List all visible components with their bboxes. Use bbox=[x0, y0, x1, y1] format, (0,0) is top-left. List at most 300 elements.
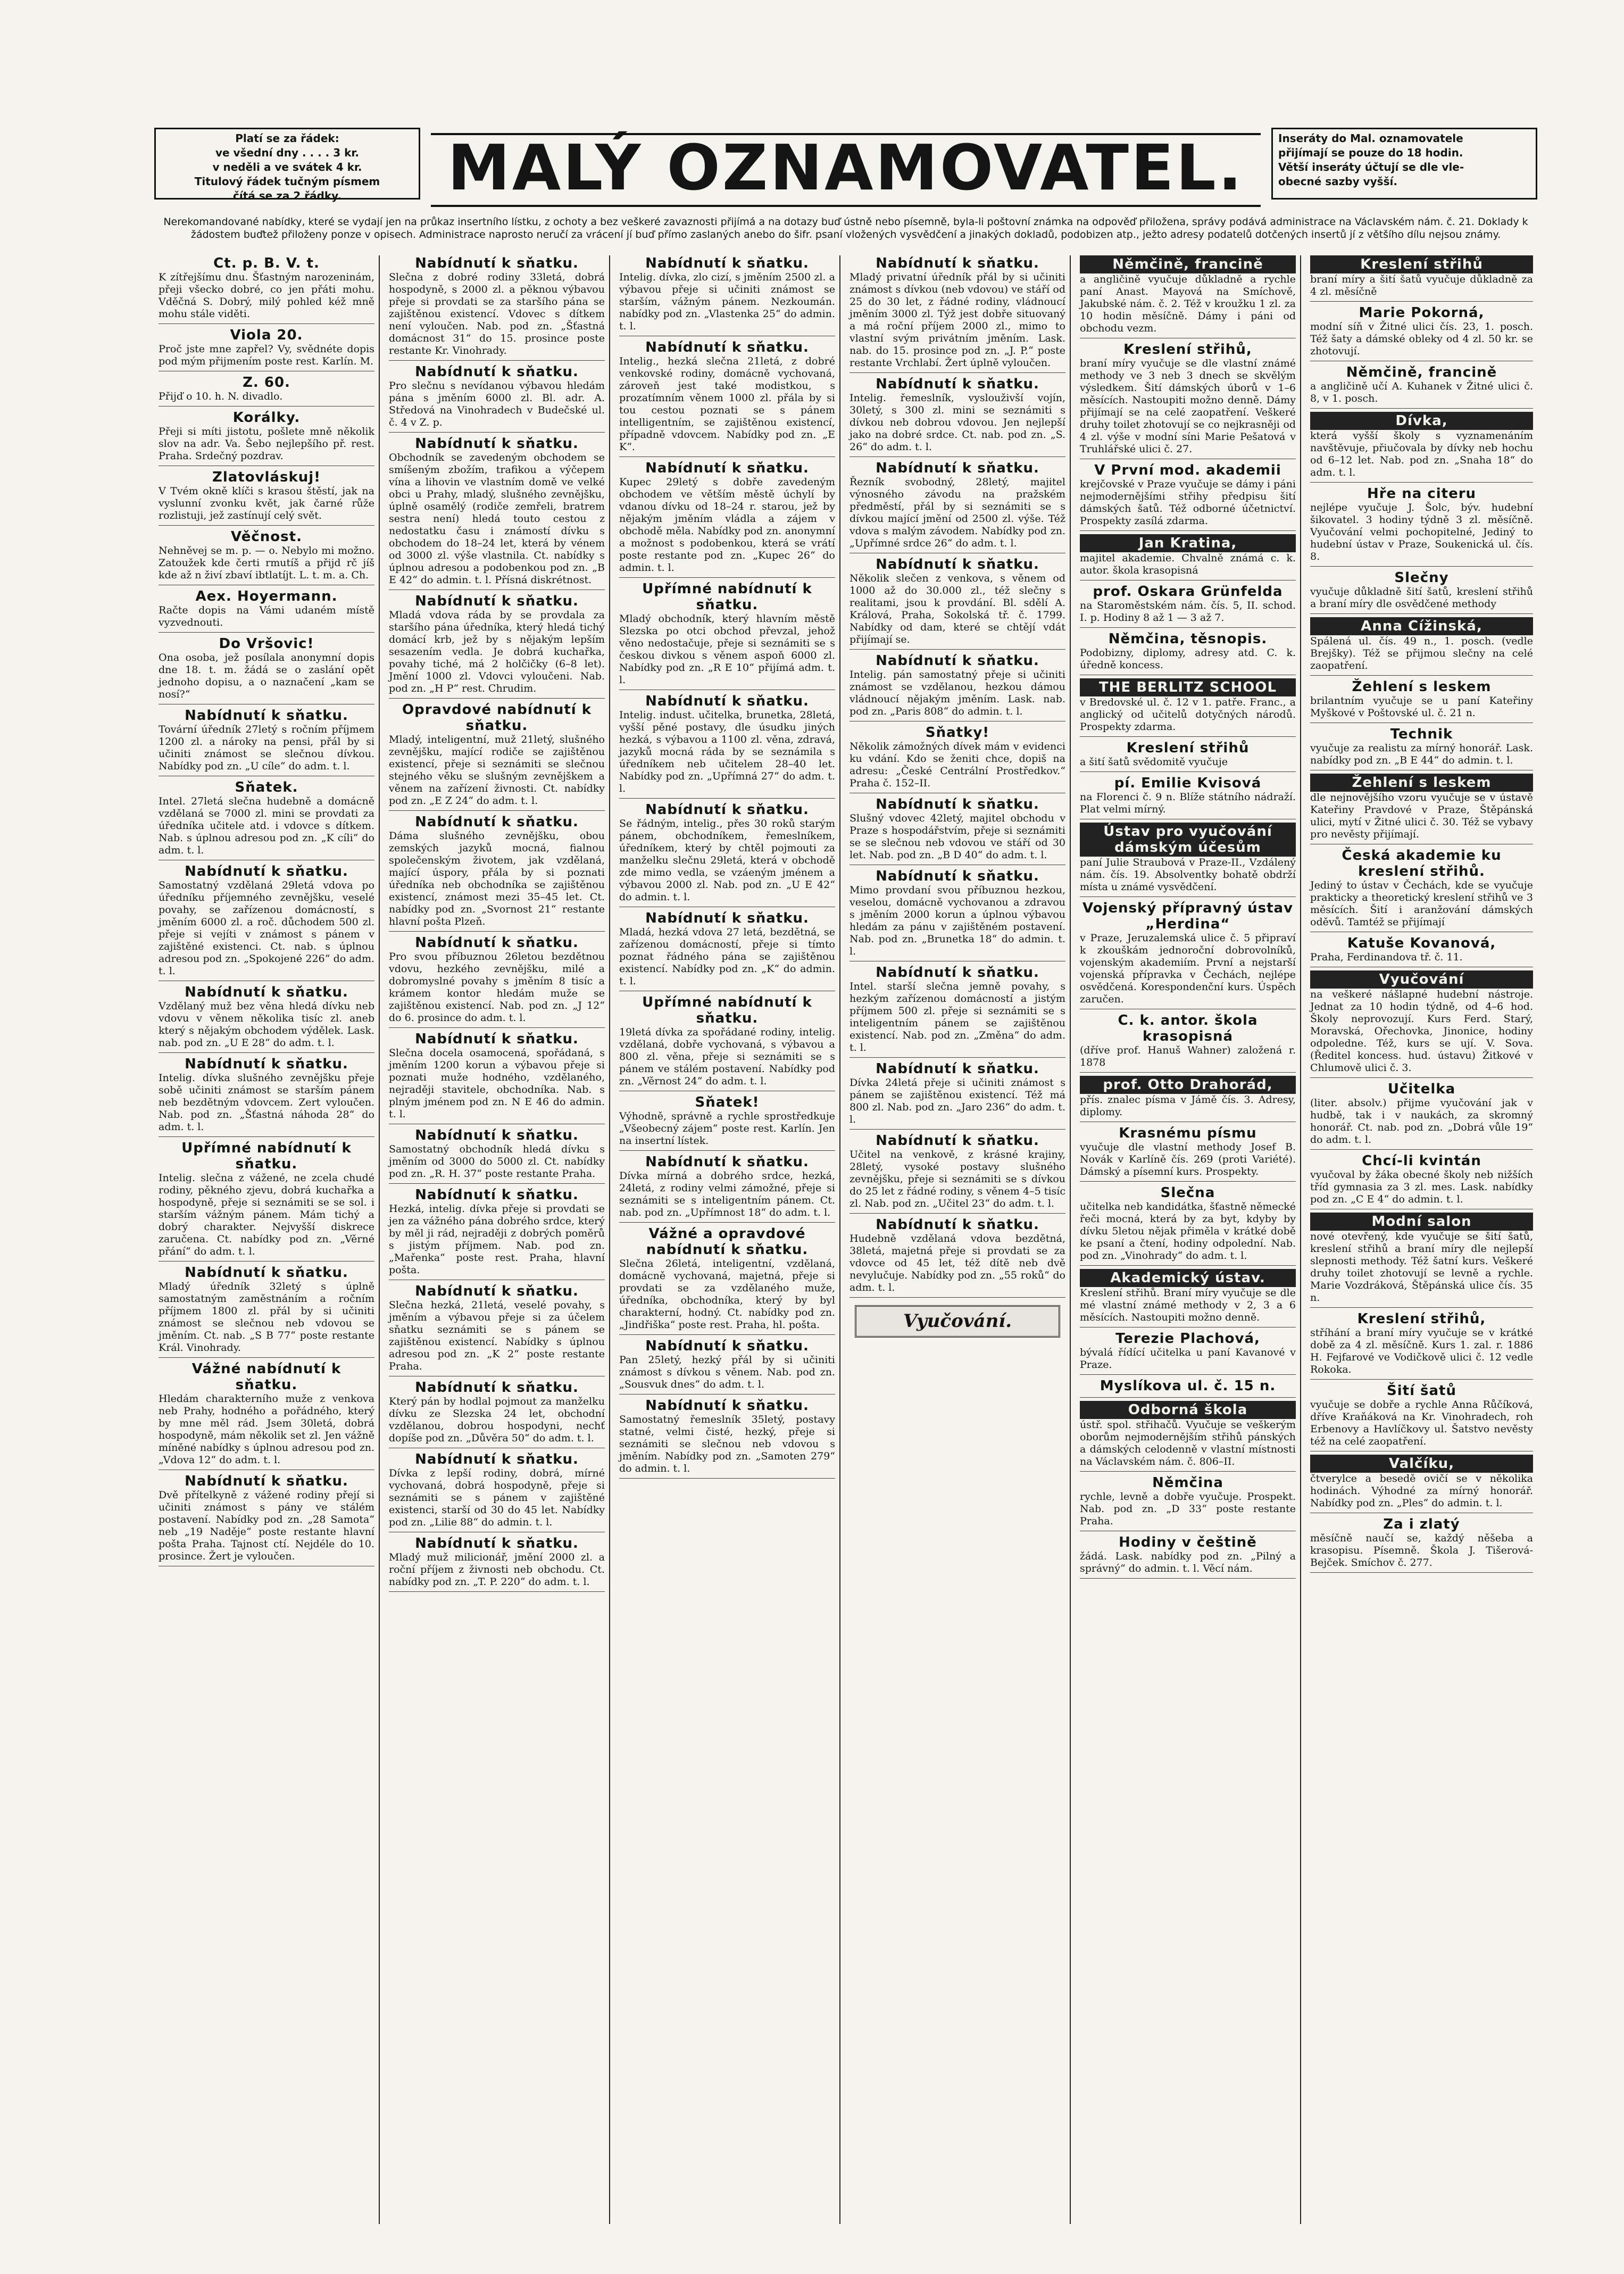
classified-ad bbox=[1080, 1378, 1296, 1398]
ad-text: Slečna docela osamocená, spořádaná, s jměním 1200 korun a výbavou přeje si poznati muže hodného, vzdělaného, nejraději stavitele, obchodníka. Nab. s plným jménem pod zn. N E 46 do admin. t. l. bbox=[389, 1047, 605, 1120]
ad-text: Několik slečen z venkova, s věnem od 1000 až do 30.000 zl., též slečny s realitami, jsou k provdání. Bl. sdělí A. Králová, Praha, Sokolská tř. č. 1799. Nabídky od dam, které se chtějí vdát přijímají se. bbox=[850, 572, 1065, 645]
ad-text: Samostatný řemeslník 35letý, postavy statné, velmi čisté, hezký, přeje si seznámiti se slečnou neb vdovou s jměním. Nabídky pod zn. „Samoten 279“ do admin. t. l. bbox=[619, 1414, 835, 1474]
ad-text: Intelig. dívka slušného zevnějšku přeje sobě učiniti známost se starším pánem neb bezdětným vdovcem. Zert vyloučen. Nab. pod zn. „Šťastná náhoda 28“ do adm. t. l. bbox=[159, 1072, 374, 1133]
classified-ad bbox=[850, 796, 1065, 865]
classified-ad bbox=[1080, 1012, 1296, 1073]
classified-ad bbox=[1080, 1185, 1296, 1266]
ad-text: Slečna z dobré rodiny 33letá, dobrá hospodyně, s 2000 zl. a pěknou výbavou přeje si provdati se za staršího pána se zajištěnou existencí. Vdovec s dítkem není vyloučen. Nab. pod zn. „Šťastná domácnost 31“ do 15. prosince poste restante Kr. Vinohrady. bbox=[389, 271, 605, 356]
ad-heading: Nabídnutí k sňatku. bbox=[415, 593, 579, 609]
ad-text: vyučuje důkladně šití šatů, kreslení střihů a braní míry dle osvědčené methody bbox=[1310, 586, 1533, 610]
ad-heading: Nabídnutí k sňatku. bbox=[415, 1536, 579, 1551]
ad-heading: Viola 20. bbox=[230, 327, 303, 343]
ad-text: v Bredovské ul. č. 12 v 1. patře. Franc., a anglický od učitelů dotyčných národů. Prospekty zdarma. bbox=[1080, 696, 1296, 733]
ad-heading: Marie Pokorná, bbox=[1359, 305, 1485, 321]
ad-heading: Nabídnutí k sňatku. bbox=[645, 1154, 809, 1170]
classified-ad bbox=[1310, 255, 1533, 302]
deadline-line: přijímají se pouze do 18 hodin. bbox=[1278, 146, 1463, 159]
ad-heading: Nabídnutí k sňatku. bbox=[876, 1133, 1039, 1149]
classified-ad bbox=[850, 460, 1065, 553]
classified-ad bbox=[159, 984, 374, 1053]
classified-ad bbox=[389, 593, 605, 699]
classified-ad bbox=[389, 1451, 605, 1532]
ad-text: nejlépe vyučuje J. Šolc, býv. hudební šikovatel. 3 hodiny týdně 3 zl. měsíčně. Vyučování velmi pochopitelné, Jediný to hudební ústav v Praze, Soukenická ul. čís. 8. bbox=[1310, 502, 1533, 562]
classified-ad bbox=[159, 1473, 374, 1566]
ad-heading: Jan Kratina, bbox=[1080, 534, 1296, 552]
ad-text: Tovární úředník 27letý s ročním příjmem 1200 zl. a nároky na pensi, přál by si učiniti známost se slečnou dívkou. Nabídky pod zn. „U cíle“ do adm. t. l. bbox=[159, 724, 374, 772]
ad-heading: Nabídnutí k sňatku. bbox=[415, 1283, 579, 1299]
classified-ad bbox=[159, 1056, 374, 1137]
column-6 bbox=[1306, 255, 1537, 2224]
classified-ad bbox=[1310, 848, 1533, 932]
classified-ad bbox=[850, 1217, 1065, 1298]
classified-ad bbox=[159, 469, 374, 526]
ad-text: nové otevřený, kde vyučuje se šití šatů, kreslení střihů a braní míry dle nejlepší slepnosti methody. Též šatní kurs. Veškeré druhy toilet zhotovují se levně a rychle. Marie Vozdráková, Štěpánská ulice čís. 35 n. bbox=[1310, 1231, 1533, 1304]
ad-heading: Ct. p. B. V. t. bbox=[213, 255, 320, 271]
ad-text: dle nejnovějšího vzoru vyučuje se v ústavě Kateřiny Pravdové v Praze, Štěpánská ulici, mytí v Žitné ulici č. 30. Též se vybavy pro nevěsty přijímají. bbox=[1310, 792, 1533, 840]
ad-text: Pan 25letý, hezký přál by si učiniti známost s dívkou s věnem. Nab. pod zn. „Sousvuk dnes“ do adm. t. l. bbox=[619, 1354, 835, 1390]
ad-text: Který pán by hodlal pojmout za manželku dívku ze Slezska 24 let, obchodní vzdělanou, dobrou hospodyni, nechť dopíše pod zn. „Důvěra 50“ do adm. t. l. bbox=[389, 1396, 605, 1444]
ad-heading: Nabídnutí k sňatku. bbox=[876, 1061, 1039, 1077]
classified-ad bbox=[1080, 534, 1296, 580]
ad-heading: THE BERLITZ SCHOOL bbox=[1080, 678, 1296, 696]
ad-text: v Praze, Jeruzalemská ulice č. 5 připraví k zkouškám jednoroční dobrovolníků, vojenským akademiím. První a nejstarší vojenská přípravka v Čechách, nejlépe osvědčená. Korespondenční kurs. Úspěch zaručen. bbox=[1080, 932, 1296, 1005]
ad-heading: Nabídnutí k sňatku. bbox=[415, 364, 579, 380]
price-line: v neděli a ve svátek 4 kr. bbox=[212, 161, 362, 173]
classified-ad bbox=[159, 636, 374, 704]
ad-text: Dvě přítelkyně z vážené rodiny přejí si učiniti známost s pány ve stálém postavení. Nabídky pod zn. „28 Samota“ neb „19 Naděje“ poste restante hlavní pošta Praha. Tajnost ctí. Nejdéle do 10. prosince. Žert je vyloučen. bbox=[159, 1489, 374, 1562]
classified-ad bbox=[1080, 678, 1296, 737]
classified-ad bbox=[1080, 1125, 1296, 1182]
ad-text: Intel. 27letá slečna hudebně a domácně vzdělaná se 7000 zl. mini se provdati za úředníka učitele atd. i vdovce s dítkem. Nab. s úplnou adresou pod zn. „K cíli“ do adm. t. l. bbox=[159, 795, 374, 856]
ad-text: Samostatný vzdělaná 29letá vdova po úředníku příjemného zevnějšku, veselé povahy, se zařízenou domácností, s jměním 6000 zl. a roč. důchodem 500 zl. přeje si vejíti v známost s pánem v zajištěné existenci. Ct. nab. s úplnou adresou pod zn. „Spokojené 226“ do adm. t. l. bbox=[159, 879, 374, 977]
classified-ad bbox=[1310, 1081, 1533, 1150]
ad-heading: Kreslení střihů bbox=[1126, 740, 1250, 756]
ad-text: majitel akademie. Chvalně známá c. k. autor. škola krasopisná bbox=[1080, 552, 1296, 576]
ad-heading: Nabídnutí k sňatku. bbox=[876, 653, 1039, 669]
classified-ad bbox=[619, 1398, 835, 1479]
classified-ad bbox=[389, 1031, 605, 1124]
masthead bbox=[144, 112, 1548, 240]
ad-text: Intelig. dívka, zlo cizí, s jměním 2500 zl. a výbavou přeje si učiniti známost se starším, vážným pánem. Nezkoumán. nabídky pod zn. „Vlastenka 25“ do admin. t. l. bbox=[619, 271, 835, 332]
classified-ad bbox=[1310, 679, 1533, 723]
classified-ad bbox=[1080, 584, 1296, 628]
ad-text: rychle, levně a dobře vyučuje. Prospekt. Nab. pod zn. „D 33“ poste restante Praha. bbox=[1080, 1491, 1296, 1527]
ad-text: žádá. Lask. nabídky pod zn. „Pilný a správný“ do admin. t. l. Věcí nám. bbox=[1080, 1550, 1296, 1574]
classified-ad bbox=[619, 693, 835, 799]
ad-columns bbox=[154, 255, 1537, 2224]
ad-text: krejčovské v Praze vyučuje se dámy i páni nejmodernějšími střihy předpisu šití dámských šatů. Též odborné účetnictví. Prospekty zasílá zdarma. bbox=[1080, 478, 1296, 527]
ad-text: na Staroměstském nám. čís. 5, II. schod. I. p. Hodiny 8 až 1 — 3 až 7. bbox=[1080, 600, 1296, 624]
ad-heading: Technik bbox=[1390, 726, 1453, 742]
deadline-line: obecné sazby vyšší. bbox=[1278, 175, 1397, 188]
ad-text: na veškeré nášlapné hudební nástroje. Jednat za 10 hodin týdně, od 4–6 hod. Školy neprovozují. Kurs Ferd. Starý, Moravská, Ořechovka, Jinonice, hodiny odpoledne. Též, kurs se ují. V. Sova. (Ředitel koncess. hud. ústavu) Žitkové v Chlumově ulici č. 3. bbox=[1310, 989, 1533, 1074]
column-4-ads bbox=[850, 255, 1065, 1298]
classified-ad bbox=[159, 255, 374, 324]
column-5 bbox=[1076, 255, 1301, 2224]
ad-heading: Nabídnutí k sňatku. bbox=[415, 1187, 579, 1203]
ad-heading: Nabídnutí k sňatku. bbox=[185, 1056, 348, 1072]
ad-heading: Vážné a opravdové nabídnutí k sňatku. bbox=[646, 1226, 809, 1258]
ad-text: Hudebně vzdělaná vdova bezdětná, 38letá, majetná přeje si provdati se za vdovce od 45 let, též dítě neb dvě nevylučuje. Nabídky pod zn. „55 roků“ do adm. t. l. bbox=[850, 1233, 1065, 1293]
ad-text: Nehněvej se m. p. — o. Nebylo mi možno. Zatoužek kde čerti rmutíš a přijd rč jíš kde až n živí zbaví ibtlatíjt. L. t. m. a. Ch. bbox=[159, 545, 374, 581]
ad-text: Pro slečnu s nevídanou výbavou hledám pána s jměním 6000 zl. Bl. adr. A. Středová na Vinohradech v Budečské ul. č. 4 v Z. p. bbox=[389, 380, 605, 428]
classified-ad bbox=[159, 1361, 374, 1470]
ad-text: Pro svou příbuznou 26letou bezdětnou vdovu, hezkého zevnějšku, milé a dobromyslné povahy s jměním 8 tisíc a krámem kontor hledám muže se zajištěnou existencí. Nab. pod zn. „J 12“ do 6. prosince do adm. t. l. bbox=[389, 951, 605, 1024]
ad-text: učitelka neb kandidátka, šťastně německé řeči mocná, která by za byt, kdyby by dívku 5letou nějak přiměla v krátké době ke psaní a čtení, hodiny odpolední. Nab. pod zn. „Vinohrady“ do adm. t. l. bbox=[1080, 1201, 1296, 1262]
ad-heading: Katuše Kovanová, bbox=[1347, 935, 1496, 951]
classified-ad bbox=[389, 1283, 605, 1376]
ad-text: vyučoval by žáka obecné školy neb nižších tříd gymnasia za 3 zl. mes. Lask. nabídky pod zn. „C E 4“ do admin. t. l. bbox=[1310, 1169, 1533, 1205]
classified-ad bbox=[389, 1187, 605, 1280]
ad-heading: Nabídnutí k sňatku. bbox=[876, 796, 1039, 812]
ad-heading: Valčíku, bbox=[1310, 1455, 1533, 1473]
page bbox=[144, 112, 1548, 2224]
classified-ad bbox=[1310, 1383, 1533, 1451]
ad-heading: Nabídnutí k sňatku. bbox=[185, 984, 348, 1000]
ad-heading: Nabídnutí k sňatku. bbox=[415, 1451, 579, 1467]
ad-text: Učitel na venkově, z krásné krajiny, 28letý, vysoké postavy slušného zevnějšku, přeje si seznámiti se s dívkou do 25 let z řádné rodiny, s věnem 4–5 tisíc zl. Nab. pod zn. „Učitel 23“ do adm. t. l. bbox=[850, 1149, 1065, 1209]
ad-heading: Kreslení střihů, bbox=[1123, 342, 1252, 358]
ad-heading: Němčina bbox=[1152, 1475, 1223, 1491]
ad-text: vyučuje za realistu za mírný honorář. Lask. nabídky pod zn. „B E 44“ do admin. t. l. bbox=[1310, 742, 1533, 766]
classified-ad bbox=[1310, 570, 1533, 614]
ad-heading: Nabídnutí k sňatku. bbox=[415, 1380, 579, 1396]
ad-heading: Nabídnutí k sňatku. bbox=[415, 1031, 579, 1047]
ad-text: Přijď o 10. h. N. divadlo. bbox=[159, 391, 283, 402]
ad-heading: Vážné nabídnutí k sňatku. bbox=[191, 1361, 342, 1393]
disclaimer: Nerekomandované nabídky, které se vydají jen na průkaz insertního lístku, z ochoty a bez veškeré zavaznosti přijímá a na dotazy buď ústně nebo písemně, byla-li poštovní známka na odpověď přiložena, správy podává administrace na Václavském nám. č. 21. Doklady k žádostem buďtež přiloženy ponze v opisech. Administrace naprosto neručí za vrácení jí buď přímo zaslaných anebo do šifr. psaní vložených vysvědčení a jinakých dokladů, podobizen atp., ježto adresy podatelů dotčených insertů jí z většího dílu nejsou známy. bbox=[163, 216, 1528, 240]
ad-heading: Sňatek. bbox=[235, 779, 298, 795]
ad-text: vyučuje dle vlastní methody Josef B. Novák v Karlíně čís. 269 (proti Variété). Dámský a písemní kurs. Prospekty. bbox=[1080, 1141, 1296, 1177]
classified-ad bbox=[1080, 823, 1296, 897]
ad-heading: Nabídnutí k sňatku. bbox=[415, 255, 579, 271]
ad-heading: Nabídnutí k sňatku. bbox=[185, 864, 348, 879]
column-3 bbox=[615, 255, 840, 2224]
classified-ad bbox=[619, 1094, 835, 1151]
ad-text: V Tvém okně klíči s krasou štěstí, jak na vyslunní zvonku květ, jak čarné růže rozlistuji, jež zastínují celý svět. bbox=[159, 485, 374, 521]
classified-ad bbox=[619, 910, 835, 991]
classified-ad bbox=[619, 994, 835, 1091]
ad-heading: Kreslení střihů bbox=[1310, 255, 1533, 273]
ad-text: Ona osoba, jež posílala anonymní dopis dne 18. t. m. žádá se o zaslání opět jednoho dopisu, a o naznačení „kam se nosí?“ bbox=[159, 652, 374, 700]
ad-heading: Terezie Plachová, bbox=[1115, 1331, 1260, 1347]
ad-heading: Korálky. bbox=[232, 410, 301, 426]
ad-heading: Šití šatů bbox=[1387, 1383, 1456, 1399]
ad-text: Jediný to ústav v Čechách, kde se vyučuje prakticky a theoretický kreslení střihů ve 3 měsících. Šití i aranžování dámských oděvů. Tamtéž se přijímají bbox=[1310, 879, 1533, 928]
ad-text: bývalá řídící učitelka u paní Kavanové v Praze. bbox=[1080, 1347, 1296, 1371]
ad-text: Kreslení střihů. Braní míry vyučuje se dle mé vlastní známé methody v 2, 3 a 6 měsících. Nastoupiti možno denně. bbox=[1080, 1287, 1296, 1323]
classified-ad bbox=[1310, 617, 1533, 676]
classified-ad bbox=[619, 1226, 835, 1335]
classified-ad bbox=[1310, 1455, 1533, 1513]
ad-heading: Ústav pro vyučování dámským účesům bbox=[1080, 823, 1296, 857]
classified-ad bbox=[1080, 1401, 1296, 1472]
ad-heading: prof. Oskara Grünfelda bbox=[1093, 584, 1283, 600]
ad-text: brilantním vyučuje se u paní Kateřiny Myškové v Poštovské ul. č. 21 n. bbox=[1310, 695, 1533, 719]
ad-heading: Opravdové nabídnutí k sňatku. bbox=[402, 702, 592, 734]
classified-ad bbox=[1080, 1331, 1296, 1375]
classified-ad bbox=[850, 725, 1065, 793]
classified-ad bbox=[1310, 412, 1533, 483]
ad-heading: Z. 60. bbox=[243, 375, 290, 391]
ad-text: Mladý úředník 32letý s úplně samostatným zaměstnáním a ročním příjmem 1800 zl. přál by si učiniti známost se slečnou neb vdovou se jměním. Ct. nab. „S B 77“ poste restante Král. Vinohrady. bbox=[159, 1281, 374, 1354]
ad-heading: Nabídnutí k sňatku. bbox=[876, 1217, 1039, 1233]
classified-ad bbox=[619, 1154, 835, 1223]
ad-text: a angličině vyučuje důkladně a rychle paní Anast. Mayová na Smíchově, Jakubské nám. č. 2. Též v kroužku 1 zl. za 10 hodin měsíčně. Dámy i páni od obchodu vezm. bbox=[1080, 273, 1296, 334]
ad-heading: Sňatky! bbox=[925, 725, 990, 741]
ad-heading: Němčině, francině bbox=[1346, 364, 1497, 380]
ad-heading: Vyučování bbox=[1310, 970, 1533, 989]
ad-text: 19letá dívka za spořádané rodiny, intelig. vzdělaná, dobře vychovaná, s výbavou a 800 zl. věna, přeje si seznámiti se s pánem ve stálém postavení. Nabídky pod zn. „Věrnost 24“ do adm. t. l. bbox=[619, 1026, 835, 1087]
price-line: ve všední dny . . . . 3 kr. bbox=[215, 146, 360, 159]
deadline-line: Inseráty do Mal. oznamovatele bbox=[1278, 132, 1463, 145]
ad-heading: Nabídnutí k sňatku. bbox=[185, 1265, 348, 1281]
classified-ad bbox=[1310, 726, 1533, 770]
classified-ad bbox=[1310, 1311, 1533, 1380]
ad-heading: Nabídnutí k sňatku. bbox=[876, 557, 1039, 572]
ad-heading: V První mod. akademii bbox=[1094, 462, 1281, 478]
ad-text: Několik zámožných dívek mám v evidenci ku vdání. Kdo se ženiti chce, dopiš na adresu: „České Centrální Prostředkov.“ Praha č. 152–II. bbox=[850, 741, 1065, 789]
ad-text: Dáma slušného zevnějšku, obou zemských jazyků mocná, fialnou společenským životem, jak vzdělaná, mající úspory, přála by si poznati úředníka neb obchodníka se zajištěnou existencí, známost mezi 35–45 let. Ct. nabídky pod zn. „Svornost 21“ restante hlavní pošta Plzeň. bbox=[389, 830, 605, 927]
ad-heading: Nabídnutí k sňatku. bbox=[876, 868, 1039, 884]
ad-text: Řezník svobodný, 28letý, majitel výnosného závodu na pražském předměstí, přál by si seznámiti se s dívkou mající jmění od 2500 zl. výše. Též vdova s malým závodem. Nabídky pod zn. „Upřímné srdce 26“ do adm. t. l. bbox=[850, 476, 1065, 549]
ad-heading: Nabídnutí k sňatku. bbox=[415, 436, 579, 452]
ad-heading: Učitelka bbox=[1387, 1081, 1456, 1097]
ad-text: ústř. spol. střihačů. Vyučuje se veškerým oborům nejmodernějším střihů pánských a dámských celodenně v vlastní místnosti na Václavském nám. č. 806–II. bbox=[1080, 1419, 1296, 1467]
classified-ad bbox=[159, 529, 374, 585]
classified-ad bbox=[159, 1265, 374, 1358]
classified-ad bbox=[1080, 342, 1296, 459]
classified-ad bbox=[159, 327, 374, 371]
ad-text: Mladý muž milicionář, jmění 2000 zl. a roční příjem z živnosti neb obchodu. Ct. nabídky pod zn. „T. P. 220“ do adm. t. l. bbox=[389, 1551, 605, 1588]
ad-text: Slečna 26letá, inteligentní, vzdělaná, domácně vychovaná, majetná, přeje si provdati se za vzdělaného muže, úředníka, obchodníka, který by byl charakterní, hodný. Ct. nabídky pod zn. „Jindřiška“ poste rest. Praha, hl. pošta. bbox=[619, 1258, 835, 1331]
classified-ad bbox=[1080, 740, 1296, 772]
ad-heading: Němčině, francině bbox=[1080, 255, 1296, 273]
classified-ad bbox=[1080, 631, 1296, 675]
classified-ad bbox=[389, 935, 605, 1028]
ad-heading: Nabídnutí k sňatku. bbox=[645, 1338, 809, 1354]
ad-text: braní míry a šití šatů vyučuje důkladně za 4 zl. měsíčně bbox=[1310, 273, 1533, 297]
ad-text: Proč jste mne zapřel? Vy, svědnéte dopis pod mým přijmením poste rest. Karlín. M. bbox=[159, 343, 374, 367]
ad-text: Slušný vdovec 42letý, majitel obchodu v Praze s hospodářstvím, přeje si seznámiti se se slečnou neb vdovou ve stáří od 30 let. Nab. pod zn. „B D 40“ do adm. t. l. bbox=[850, 812, 1065, 861]
classified-ad bbox=[1080, 900, 1296, 1009]
classified-ad bbox=[850, 376, 1065, 457]
ad-heading: Vojenský přípravný ústav „Herdina“ bbox=[1082, 900, 1294, 932]
ad-text: Mladý obchodník, který hlavním městě Slezska po otci obchod převzal, jehož věno nedostačuje, přeje si seznámiti se s českou divkou s věnem aspoň 6000 zl. Nabídky pod zn. „R E 10“ přijímá adm. t. l. bbox=[619, 613, 835, 686]
ad-heading: Nabídnutí k sňatku. bbox=[185, 708, 348, 724]
ad-text: Hezká, intelig. dívka přeje si provdati se jen za vážného pána dobrého srdce, který by měl ji rád, nejraději z dobrých poměrů s jistým příjmem. Nab. pod zn. „Mařenka“ poste rest. Praha, hlavní pošta. bbox=[389, 1203, 605, 1276]
classified-ad bbox=[619, 460, 835, 578]
ad-text: (dříve prof. Hanuš Wahner) založená r. 1878 bbox=[1080, 1044, 1296, 1068]
ad-heading: Myslíkova ul. č. 15 n. bbox=[1100, 1378, 1276, 1394]
ad-heading: Dívka, bbox=[1310, 412, 1533, 430]
classified-ad bbox=[159, 779, 374, 860]
ad-heading: Nabídnutí k sňatku. bbox=[185, 1473, 348, 1489]
ad-heading: Modní salon bbox=[1310, 1213, 1533, 1231]
classified-ad bbox=[1310, 1516, 1533, 1573]
deadline-line: Větší inseráty účtují se dle vle- bbox=[1278, 161, 1464, 173]
ad-text: Mladý privatní úředník přál by si učiniti známost s dívkou (neb vdovou) ve stáří od 25 do 30 let, z řádné rodiny, vládnoucí jměním 3000 zl. Týž jest dobře situovaný a má roční příjem 2000 zl., mimo to vlastní svým privátním jměním. Lask. nab. do 15. prosince pod zn. „J. P.“ poste restante Vrchlabí. Žert úplně vyloučen. bbox=[850, 271, 1065, 369]
title-rule-bottom bbox=[431, 205, 1261, 207]
classified-ad bbox=[159, 375, 374, 406]
classified-ad bbox=[1310, 486, 1533, 567]
ad-text: Mladá vdova ráda by se provdala za staršího pána úředníka, který hledá tichý domácí krb, jež by s nějakým lepším sesazením vedla. Je dobrá kuchařka, povahy tiché, má 2 holčičky (6–8 let). Jmění 1000 zl. Vdovci vyloučeni. Nab. pod zn. „H P“ rest. Chrudim. bbox=[389, 609, 605, 694]
ad-heading: Nabídnutí k sňatku. bbox=[415, 935, 579, 951]
ad-text: paní Julie Straubová v Praze-II., Vzdálený nám. čís. 19. Absolventky bohatě obdrží místa u známé vysvědčení. bbox=[1080, 857, 1296, 893]
classified-ad bbox=[389, 255, 605, 361]
ad-heading: Němčina, těsnopis. bbox=[1108, 631, 1268, 647]
classified-ad bbox=[1310, 935, 1533, 967]
classified-ad bbox=[850, 1061, 1065, 1130]
ad-text: Mladý, inteligentní, muž 21letý, slušného zevnějšku, mající rodiče se zajištěnou existencí, přeje si seznámiti se slečnou stejného věku se slušným zevnějškem a věnem na zařízení živnosti. Ct. nabídky pod zn. „E Z 24“ do adm. t. l. bbox=[389, 734, 605, 807]
column-4 bbox=[845, 255, 1071, 2224]
classified-ad bbox=[159, 1140, 374, 1262]
deadline-box bbox=[1271, 128, 1537, 200]
ad-heading: Žehlení s leskem bbox=[1310, 774, 1533, 792]
ad-heading: Akademický ústav. bbox=[1080, 1269, 1296, 1287]
classified-ad bbox=[1080, 775, 1296, 819]
classified-ad bbox=[1080, 1076, 1296, 1122]
ad-text: Se řádným, intelig., přes 30 roků starým pánem, obchodníkem, řemeslníkem, úředníkem, který by chtěl pojmouti za manželku slečnu 29letá, která v obchodě zde mimo vedla, se vzáeným jménem a výbavou 2000 zl. Nab. pod zn. „U E 42“ do admin. t. l. bbox=[619, 818, 835, 903]
ad-text: Intelig. indust. učitelka, brunetka, 28letá, vyšší pěné postavy, dle úsudku jiných hezká, s výbavou a 1100 zl. věna, zdravá, jazyků mocná ráda by se seznámila s úředníkem neb učitelem 28–40 let. Nabídky pod zn. „Upřímná 27“ do adm. t. l. bbox=[619, 709, 835, 794]
price-box bbox=[154, 128, 420, 200]
ad-heading: Chcí-li kvintán bbox=[1362, 1153, 1481, 1169]
ad-heading: Nabídnutí k sňatku. bbox=[876, 460, 1039, 476]
classified-ad bbox=[389, 436, 605, 590]
classified-ad bbox=[389, 364, 605, 433]
ad-heading: prof. Otto Drahorád, bbox=[1080, 1076, 1296, 1094]
ad-heading: C. k. antor. škola krasopisná bbox=[1118, 1012, 1258, 1044]
classified-ad bbox=[850, 255, 1065, 373]
ad-text: vyučuje se dobře a rychle Anna Růčíková, dříve Kraňáková na Kr. Vinohradech, roh Erbenovy a Havlíčkovy ul. Šatstvo nevěsty též na celé zaopatření. bbox=[1310, 1399, 1533, 1447]
ad-text: Výhodně, správně a rychle sprostředkuje „Všeobecný zájem“ poste rest. Karlín. Jen na insertní lístek. bbox=[619, 1110, 835, 1147]
ad-text: Obchodník se zavedeným obchodem se smíšeným zbožím, trafikou a výčepem vína a lihovin ve vlastním domě ve velké obci u Prahy, mladý, slušného zevnějšku, úplně osamělý (rodiče zemřeli, bratrem sestra není) hledá touto cestou z nedostatku času i známostí dívku s obchodem do 18–24 let, která by vénem od 3000 zl. výše vlastnila. Ct. nabídky s úplnou adresou a podobenkou pod zn. „B E 42“ do admin. t. l. Přísná diskrétnost. bbox=[389, 452, 605, 586]
ad-text: K zítřejšímu dnu. Šťastným narozeninám, přeji všecko dobré, co jen přáti mohu. Vděčná S. Dobrý, milý pohled kéž mně mohu stále viděti. bbox=[159, 271, 374, 320]
ad-text: Samostatný obchodník hledá dívku s jměním od 3000 do 5000 zl. Ct. nabídky pod zn. „R. H. 37“ poste restante Praha. bbox=[389, 1143, 605, 1180]
ad-text: Spálená ul. čís. 49 n., 1. posch. (vedle Brejšky). Též se přijmou slečny na celé zaopatření. bbox=[1310, 635, 1533, 671]
ad-heading: Zlatovláskuj! bbox=[212, 469, 321, 485]
classified-ad bbox=[850, 653, 1065, 721]
ad-text: Dívka 24letá přeje si učiniti známost s pánem se zajištěnou existencí. Též má 800 zl. Nab. pod zn. „Jaro 236“ do adm. t. l. bbox=[850, 1077, 1065, 1125]
ad-text: Dívka z lepší rodiny, dobrá, mírné vychovaná, dobrá hospodyně, přeje si seznámiti se s pánem v zajištěné existenci, starší od 30 do 45 let. Nabídky pod zn. „Lilie 88“ do admin. t. l. bbox=[389, 1467, 605, 1528]
classified-ad bbox=[159, 864, 374, 981]
classified-ad bbox=[1080, 1534, 1296, 1579]
classified-ad bbox=[850, 965, 1065, 1058]
classified-ad bbox=[1080, 462, 1296, 531]
ad-text: přís. znalec písma v Jámě čís. 3. Adresy, diplomy. bbox=[1080, 1094, 1296, 1118]
ad-text: stříhání a braní míry vyučuje se v krátké době za 4 zl. měsíčně. Kurs 1. zal. r. 1886 H. Fejfarové ve Vodičkově ulici č. 12 vedle Rokoka. bbox=[1310, 1327, 1533, 1375]
classified-ad bbox=[619, 581, 835, 690]
classified-ad bbox=[619, 802, 835, 907]
classified-ad bbox=[850, 1133, 1065, 1214]
classified-ad bbox=[389, 1127, 605, 1184]
ad-heading: Kreslení střihů, bbox=[1357, 1311, 1486, 1327]
classified-ad bbox=[159, 588, 374, 633]
ad-heading: Slečny bbox=[1394, 570, 1449, 586]
ad-heading: Sňatek! bbox=[695, 1094, 760, 1110]
ad-heading: Nabídnutí k sňatku. bbox=[876, 376, 1039, 392]
ad-text: čtverylce a besedě ovičí se v několika hodinách. Výhodné za mírný honorář. Nabídky pod zn. „Ples“ do admin. t. l. bbox=[1310, 1473, 1533, 1509]
ad-heading: Nabídnutí k sňatku. bbox=[645, 802, 809, 818]
ad-text: Intel. starší slečna jemně povahy, s hezkým zařízenou domácností a jistým příjmem 500 zl. přeje si seznámiti se s inteligentním pánem se zajištěnou existencí. Nab. pod zn. „Změna“ do adm. t. l. bbox=[850, 981, 1065, 1053]
ad-text: Praha, Ferdinandova tř. č. 11. bbox=[1310, 951, 1463, 963]
ad-heading: Hře na citeru bbox=[1367, 486, 1477, 502]
section-banner-vyucovani: Vyučování. bbox=[855, 1305, 1060, 1338]
ad-heading: Žehlení s leskem bbox=[1352, 679, 1492, 695]
ad-heading: Za i zlatý bbox=[1383, 1516, 1460, 1532]
price-line: Titulový řádek tučným písmem bbox=[194, 175, 380, 188]
ad-heading: Česká akademie ku kreslení střihů. bbox=[1342, 848, 1502, 879]
ad-heading: Nabídnutí k sňatku. bbox=[415, 1127, 579, 1143]
ad-text: která vyšší školy s vyznamenáním navštěvuje, přiučovala by dívky neb hochu od 6–12 let. Nab. pod zn. „Snaha 18“ do adm. t. l. bbox=[1310, 430, 1533, 478]
ad-heading: Odborná škola bbox=[1080, 1401, 1296, 1419]
ad-text: Intelig. pán samostatný přeje si učiniti známost se vzdělanou, hezkou dámou vládnoucí nějakým jměním. Lask. nab. pod zn. „Paris 808“ do admin. t. l. bbox=[850, 669, 1065, 717]
ad-heading: Nabídnutí k sňatku. bbox=[645, 460, 809, 476]
ad-heading: Hodiny v češtině bbox=[1119, 1534, 1257, 1550]
classified-ad bbox=[159, 410, 374, 466]
ad-text: Kupec 29letý s dobře zavedeným obchodem ve větším městě úchylí by vdanou dívku od 18–24 r. starou, jež by nějakým jměním vládla a zájem v obchodě měla. Nabídky pod zn. anonymní a možnost s podobenkou, která se vrátí poste restante pod zn. „Kupec 26“ do admin. t. l. bbox=[619, 476, 835, 574]
classified-ad bbox=[850, 557, 1065, 650]
ad-text: Hledám charakterního muže z venkova neb Prahy, hodného a pořádného, který by mne měl rád. Jsem 30letá, dobrá hospodyně, mám několik set zl. Jen vážně míněné nabídky s úplnou adresou pod zn. „Vdova 12“ do adm. t. l. bbox=[159, 1393, 374, 1466]
ad-text: měsíčně naučí se, každý něšeba a krasopisu. Písemně. Škola J. Tišerová-Bejček. Smíchov č. 277. bbox=[1310, 1532, 1533, 1568]
ad-heading: Věčnost. bbox=[231, 529, 302, 545]
ad-text: (liter. absolv.) přijme vyučování jak v hudbě, tak i v naukách, za skromný honorář. Ct. nab. pod zn. „Dobrá vůle 19“ do adm. t. l. bbox=[1310, 1097, 1533, 1146]
ad-text: Intelig. řemeslník, vyslouživší vojín, 30letý, s 300 zl. mini se seznámiti s dívkou neb dobrou vdovou. Jen nejlepší jako na dobré srdce. Ct. nab. pod zn. „S. 26“ do adm. t. l. bbox=[850, 392, 1065, 453]
ad-heading: Nabídnutí k sňatku. bbox=[645, 1398, 809, 1414]
classified-ad bbox=[619, 339, 835, 457]
ad-text: a šití šatů svědomitě vyučuje bbox=[1080, 756, 1228, 768]
ad-heading: Krasnému písmu bbox=[1119, 1125, 1257, 1141]
ad-text: braní míry vyučuje se dle vlastní známé methody ve 3 neb 3 dnech se skvělým výsledkem. Šití dámských úborů v 1–6 měsících. Nastoupiti možno denně. Dámy přijímají se na celé zaopatření. Veškeré druhy toilet zhotovují se co nejkrasněji od 4 zl. výše v modní síni Marie Pešatová v Truhlářské ulici č. 27. bbox=[1080, 358, 1296, 455]
classified-ad bbox=[1080, 1269, 1296, 1327]
column-2 bbox=[385, 255, 610, 2224]
classified-ad bbox=[1310, 1153, 1533, 1209]
classified-ad bbox=[619, 1338, 835, 1395]
price-line: čítá se za 2 řádky. bbox=[233, 189, 342, 202]
ad-heading: Do Vršovic! bbox=[219, 636, 314, 652]
classified-ad bbox=[1310, 1213, 1533, 1308]
ad-text: Mladá, hezká vdova 27 letá, bezdětná, se zařízenou domácností, přeje si tímto poznat řádného pána se zajištěnou existencí. Nabídky pod zn. „K“ do admin. t. l. bbox=[619, 926, 835, 987]
classified-ad bbox=[619, 255, 835, 336]
ad-text: Slečna hezká, 21letá, veselé povahy, s jměním a výbavou přeje si za účelem sňatku seznámiti se s pánem se zajištěnou existencí. Nabídky s úplnou adresou pod zn. „K 2“ poste restante Praha. bbox=[389, 1299, 605, 1372]
classified-ad bbox=[159, 708, 374, 776]
ad-heading: Nabídnutí k sňatku. bbox=[645, 910, 809, 926]
ad-heading: Aex. Hoyermann. bbox=[195, 588, 338, 604]
classified-ad bbox=[1310, 774, 1533, 844]
classified-ad bbox=[1080, 255, 1296, 338]
ad-text: Vzdělaný muž bez věna hledá dívku neb vdovu v věnem několika tisíc zl. aneb který s nějakým obchodem výdělek. Lask. nab. pod zn. „U E 28“ do adm. t. l. bbox=[159, 1000, 374, 1049]
ad-heading: Nabídnutí k sňatku. bbox=[645, 339, 809, 355]
ad-heading: Anna Cížinská, bbox=[1310, 617, 1533, 635]
ad-heading: Nabídnutí k sňatku. bbox=[876, 255, 1039, 271]
price-line: Platí se za řádek: bbox=[235, 132, 339, 145]
ad-heading: pí. Emilie Kvisová bbox=[1114, 775, 1262, 791]
ad-text: modní síň v Žitné ulici čís. 23, 1. posch. Též šaty a dámské obleky od 4 zl. 50 kr. se zhotovují. bbox=[1310, 321, 1533, 357]
ad-heading: Nabídnutí k sňatku. bbox=[415, 814, 579, 830]
ad-heading: Slečna bbox=[1160, 1185, 1215, 1201]
ad-heading: Nabídnutí k sňatku. bbox=[645, 255, 809, 271]
ad-text: Přeji si míti jistotu, pošlete mně několik slov na adr. Va. Šebo nejlepšího př. rest. Praha. Srdečný pozdrav. bbox=[159, 426, 374, 462]
classified-ad bbox=[850, 868, 1065, 961]
page-title: MALÝ OZNAMOVATEL. bbox=[447, 131, 1244, 204]
classified-ad bbox=[389, 814, 605, 932]
ad-text: Račte dopis na Vámi udaném místě vyzvednouti. bbox=[159, 604, 374, 628]
classified-ad bbox=[1080, 1475, 1296, 1531]
classified-ad bbox=[1310, 364, 1533, 409]
classified-ad bbox=[389, 1536, 605, 1592]
ad-text: a angličině učí A. Kuhanek v Žitné ulici č. 8, v 1. posch. bbox=[1310, 380, 1533, 404]
ad-text: Intelig. slečna z vážené, ne zcela chudé rodiny, pěkného zjevu, dobrá kuchařka a hospodyně, přeje si seznámiti se se sol. i starším vážným pánem. Mám tichý a dobrý charakter. Nejvyšší diskrece zaručena. Ct. nabídky pod zn. „Věrné přání“ do adm. t. l. bbox=[159, 1172, 374, 1257]
